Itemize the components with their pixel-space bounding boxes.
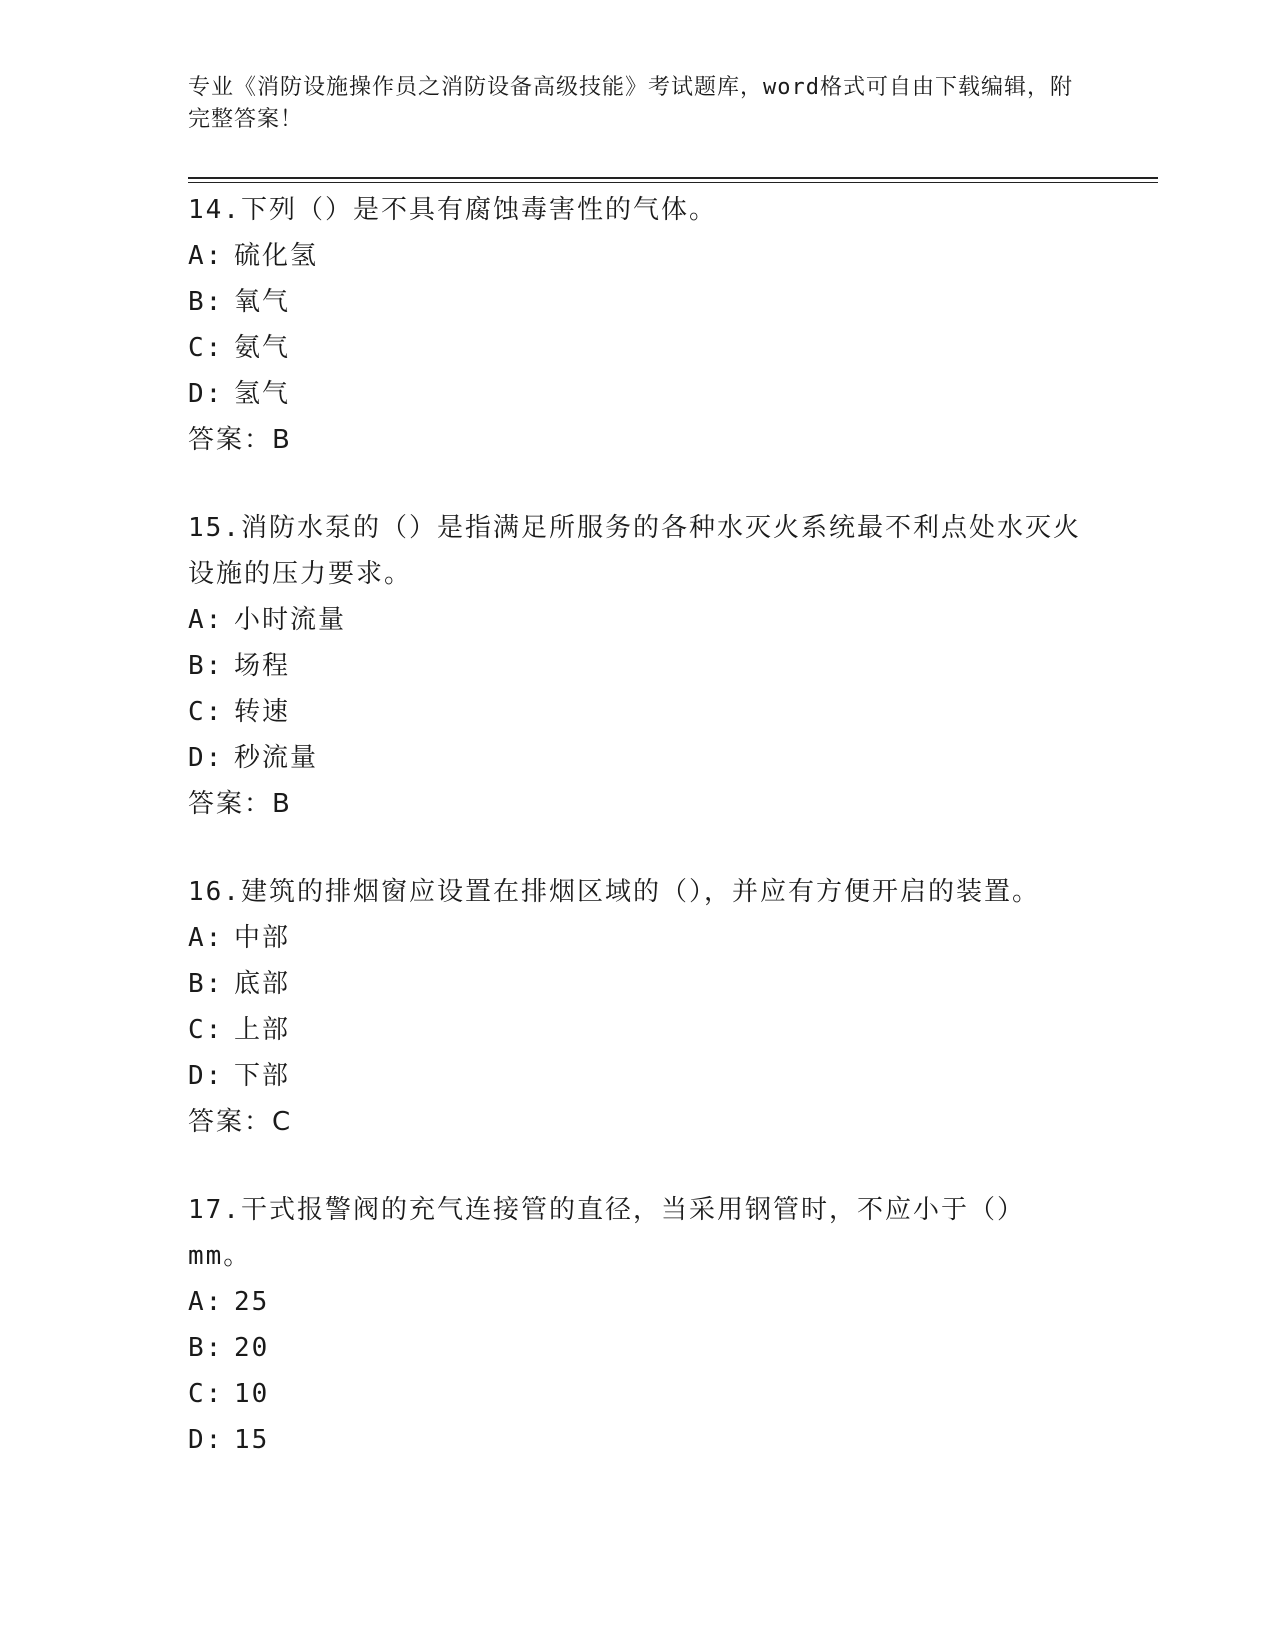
question-stem: 17.干式报警阀的充气连接管的直径，当采用钢管时，不应小于（）mm。 bbox=[188, 1195, 1025, 1271]
option-b bbox=[188, 643, 1088, 689]
answer-line: 答案：C bbox=[188, 1107, 293, 1137]
question-list bbox=[188, 187, 1088, 1505]
option-key: A: bbox=[188, 605, 224, 635]
option-key: C: bbox=[188, 333, 224, 363]
option-text: 硫化氢 bbox=[234, 241, 319, 271]
option-text: 转速 bbox=[234, 697, 291, 727]
option-text: 秒流量 bbox=[234, 743, 319, 773]
option-text: 氨气 bbox=[234, 333, 291, 363]
option-text: 氧气 bbox=[234, 287, 291, 317]
option-text: 20 bbox=[234, 1333, 270, 1363]
question-stem: 16.建筑的排烟窗应设置在排烟区域的（），并应有方便开启的装置。 bbox=[188, 877, 1040, 907]
option-key: D: bbox=[188, 1061, 224, 1091]
question-16 bbox=[188, 869, 1088, 1145]
option-a bbox=[188, 597, 1088, 643]
option-b bbox=[188, 1325, 1088, 1371]
option-c bbox=[188, 325, 1088, 371]
question-17 bbox=[188, 1187, 1088, 1463]
option-text: 15 bbox=[234, 1425, 270, 1455]
option-text: 25 bbox=[234, 1287, 270, 1317]
header-divider-thick bbox=[188, 177, 1158, 179]
answer-line: 答案：B bbox=[188, 425, 292, 455]
option-text: 场程 bbox=[234, 651, 291, 681]
option-b bbox=[188, 961, 1088, 1007]
option-b bbox=[188, 279, 1088, 325]
option-key: D: bbox=[188, 743, 224, 773]
option-key: A: bbox=[188, 923, 224, 953]
option-d bbox=[188, 371, 1088, 417]
option-c bbox=[188, 1007, 1088, 1053]
header-divider-thin bbox=[188, 182, 1158, 183]
document-header: 专业《消防设施操作员之消防设备高级技能》考试题库，word格式可自由下载编辑，附完整答案！ bbox=[188, 75, 1073, 132]
option-key: A: bbox=[188, 1287, 224, 1317]
option-d bbox=[188, 1417, 1088, 1463]
option-d bbox=[188, 1053, 1088, 1099]
option-key: D: bbox=[188, 1425, 224, 1455]
option-key: B: bbox=[188, 287, 224, 317]
option-text: 下部 bbox=[234, 1061, 291, 1091]
option-c bbox=[188, 1371, 1088, 1417]
option-text: 小时流量 bbox=[234, 605, 347, 635]
option-key: C: bbox=[188, 697, 224, 727]
option-key: B: bbox=[188, 1333, 224, 1363]
option-key: D: bbox=[188, 379, 224, 409]
option-key: A: bbox=[188, 241, 224, 271]
option-text: 中部 bbox=[234, 923, 291, 953]
option-a bbox=[188, 1279, 1088, 1325]
option-key: B: bbox=[188, 651, 224, 681]
question-stem: 15.消防水泵的（）是指满足所服务的各种水灭火系统最不利点处水灭火设施的压力要求。 bbox=[188, 513, 1081, 589]
option-d bbox=[188, 735, 1088, 781]
option-text: 氢气 bbox=[234, 379, 291, 409]
option-text: 底部 bbox=[234, 969, 291, 999]
question-15 bbox=[188, 505, 1088, 827]
option-c bbox=[188, 689, 1088, 735]
option-key: B: bbox=[188, 969, 224, 999]
option-a bbox=[188, 233, 1088, 279]
option-key: C: bbox=[188, 1015, 224, 1045]
option-text: 10 bbox=[234, 1379, 270, 1409]
option-text: 上部 bbox=[234, 1015, 291, 1045]
option-a bbox=[188, 915, 1088, 961]
question-stem: 14.下列（）是不具有腐蚀毒害性的气体。 bbox=[188, 195, 717, 225]
question-14 bbox=[188, 187, 1088, 463]
option-key: C: bbox=[188, 1379, 224, 1409]
answer-line: 答案：B bbox=[188, 789, 292, 819]
